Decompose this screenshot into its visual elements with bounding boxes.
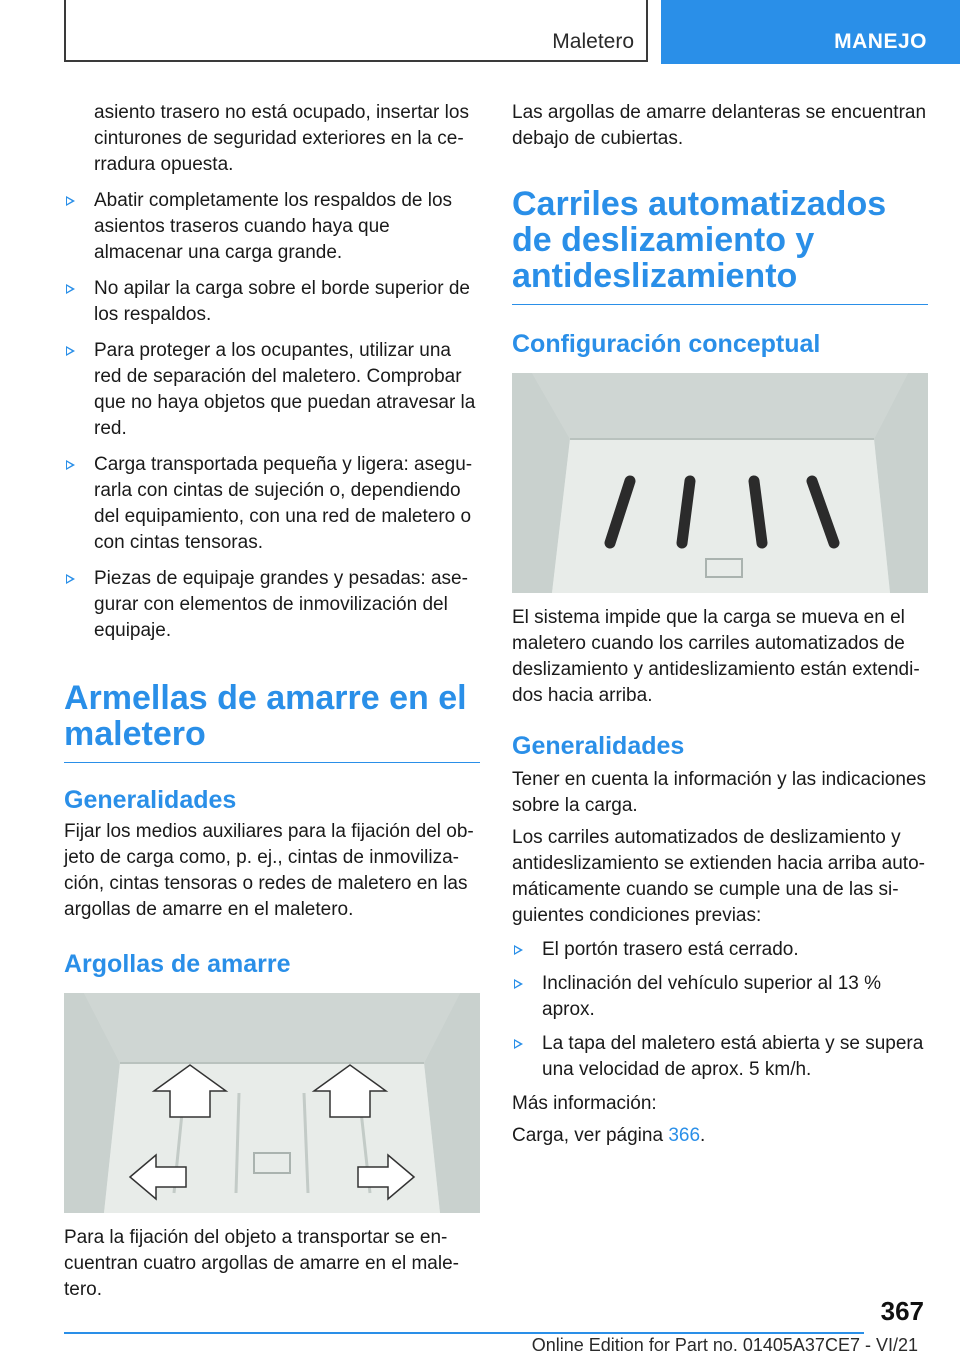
more-info-label: Más información:	[512, 1093, 657, 1114]
general-heading: Generalidades	[64, 786, 237, 814]
cross-reference-end: .	[700, 1125, 706, 1146]
bullet-text: Abatir completamente los respaldos de los asientos traseros cuando haya que almacenar una carga grande.	[94, 190, 453, 263]
footer-divider	[64, 1332, 864, 1334]
rings-caption: Para la fijación del objeto a transportar se en-cuentran cuatro argollas de amarre en el male-tero.	[64, 1227, 459, 1300]
concept-heading: Configuración conceptual	[512, 330, 821, 358]
cross-reference-text: Carga, ver página	[512, 1125, 669, 1146]
intro-continuation: asiento trasero no está ocupado, insertar los cinturones de seguridad exteriores en la ce-rradura opuesta.	[94, 102, 469, 175]
concept-caption: El sistema impide que la carga se mueva en el maletero cuando los carriles automatizados de deslizamiento y antideslizamiento están extendi-dos hacia arriba.	[512, 607, 920, 706]
triangle-bullet-icon	[66, 196, 75, 206]
rails-general-p2: Los carriles automatizados de deslizamiento y antideslizamiento se extienden hacia arriba auto-máticamente cuando se cumple una de las si-guientes condiciones previas:	[512, 827, 925, 926]
bullet-item	[64, 566, 480, 644]
bullet-text: El portón trasero está cerrado.	[542, 939, 799, 960]
footer-edition: Online Edition for Part no. 01405A37CE7 - VI/21	[531, 1335, 918, 1355]
header-section-title: Maletero	[552, 30, 634, 53]
right-column	[512, 100, 928, 1149]
general-text: Fijar los medios auxiliares para la fijación del ob-jeto de carga como, p. ej., cintas de inmoviliza-ción, cintas tensoras o redes de maletero en las argollas de amarre en el maletero.	[64, 821, 474, 920]
page-number: 367	[880, 1296, 924, 1326]
page-link[interactable]: 366	[668, 1125, 701, 1146]
rails-general-p1: Tener en cuenta la información y las indicaciones sobre la carga.	[512, 769, 927, 816]
triangle-bullet-icon	[514, 979, 523, 989]
left-column	[64, 100, 480, 1303]
bullet-text: No apilar la carga sobre el borde superior de los respaldos.	[94, 278, 470, 325]
header-section-box	[64, 0, 648, 62]
front-rings-text: Las argollas de amarre delanteras se encuentran debajo de cubiertas.	[512, 102, 927, 149]
triangle-bullet-icon	[514, 945, 523, 955]
bullet-text: Para proteger a los ocupantes, utilizar una red de separación del maletero. Comprobar que no haya objetos que puedan atravesar la red.	[94, 340, 476, 439]
bullet-item	[512, 937, 928, 963]
triangle-bullet-icon	[66, 574, 75, 584]
bullet-text: Piezas de equipaje grandes y pesadas: ase-gurar con elementos de inmovilización del equipaje.	[94, 568, 468, 641]
bullet-item	[64, 276, 480, 328]
section-title-rails: Carriles automatizados de deslizamiento y antideslizamiento	[512, 186, 928, 305]
rings-heading: Argollas de amarre	[64, 950, 291, 978]
triangle-bullet-icon	[66, 284, 75, 294]
header-chapter-tab[interactable]	[661, 0, 960, 64]
bullet-item	[512, 971, 928, 1023]
bullet-item	[64, 338, 480, 442]
triangle-bullet-icon	[66, 460, 75, 470]
triangle-bullet-icon	[514, 1039, 523, 1049]
bullet-text: La tapa del maletero está abierta y se supera una velocidad de aprox. 5 km/h.	[542, 1033, 924, 1080]
rails-concept-photo	[512, 373, 928, 593]
bullet-item	[64, 188, 480, 266]
header-chapter-title: MANEJO	[834, 30, 927, 53]
bullet-item	[64, 452, 480, 556]
rails-general-heading: Generalidades	[512, 732, 685, 760]
section-title-tie-down-rings: Armellas de amarre en el maletero	[64, 680, 480, 763]
cross-reference	[512, 1123, 928, 1149]
bullet-item	[512, 1031, 928, 1083]
bullet-text: Carga transportada pequeña y ligera: asegu-rarla con cintas de sujeción o, dependiendo del equipamiento, con una red de maletero o con cintas tensoras.	[94, 454, 473, 553]
tie-down-rings-photo	[64, 993, 480, 1213]
bullet-text: Inclinación del vehículo superior al 13 % aprox.	[542, 973, 882, 1020]
triangle-bullet-icon	[66, 346, 75, 356]
